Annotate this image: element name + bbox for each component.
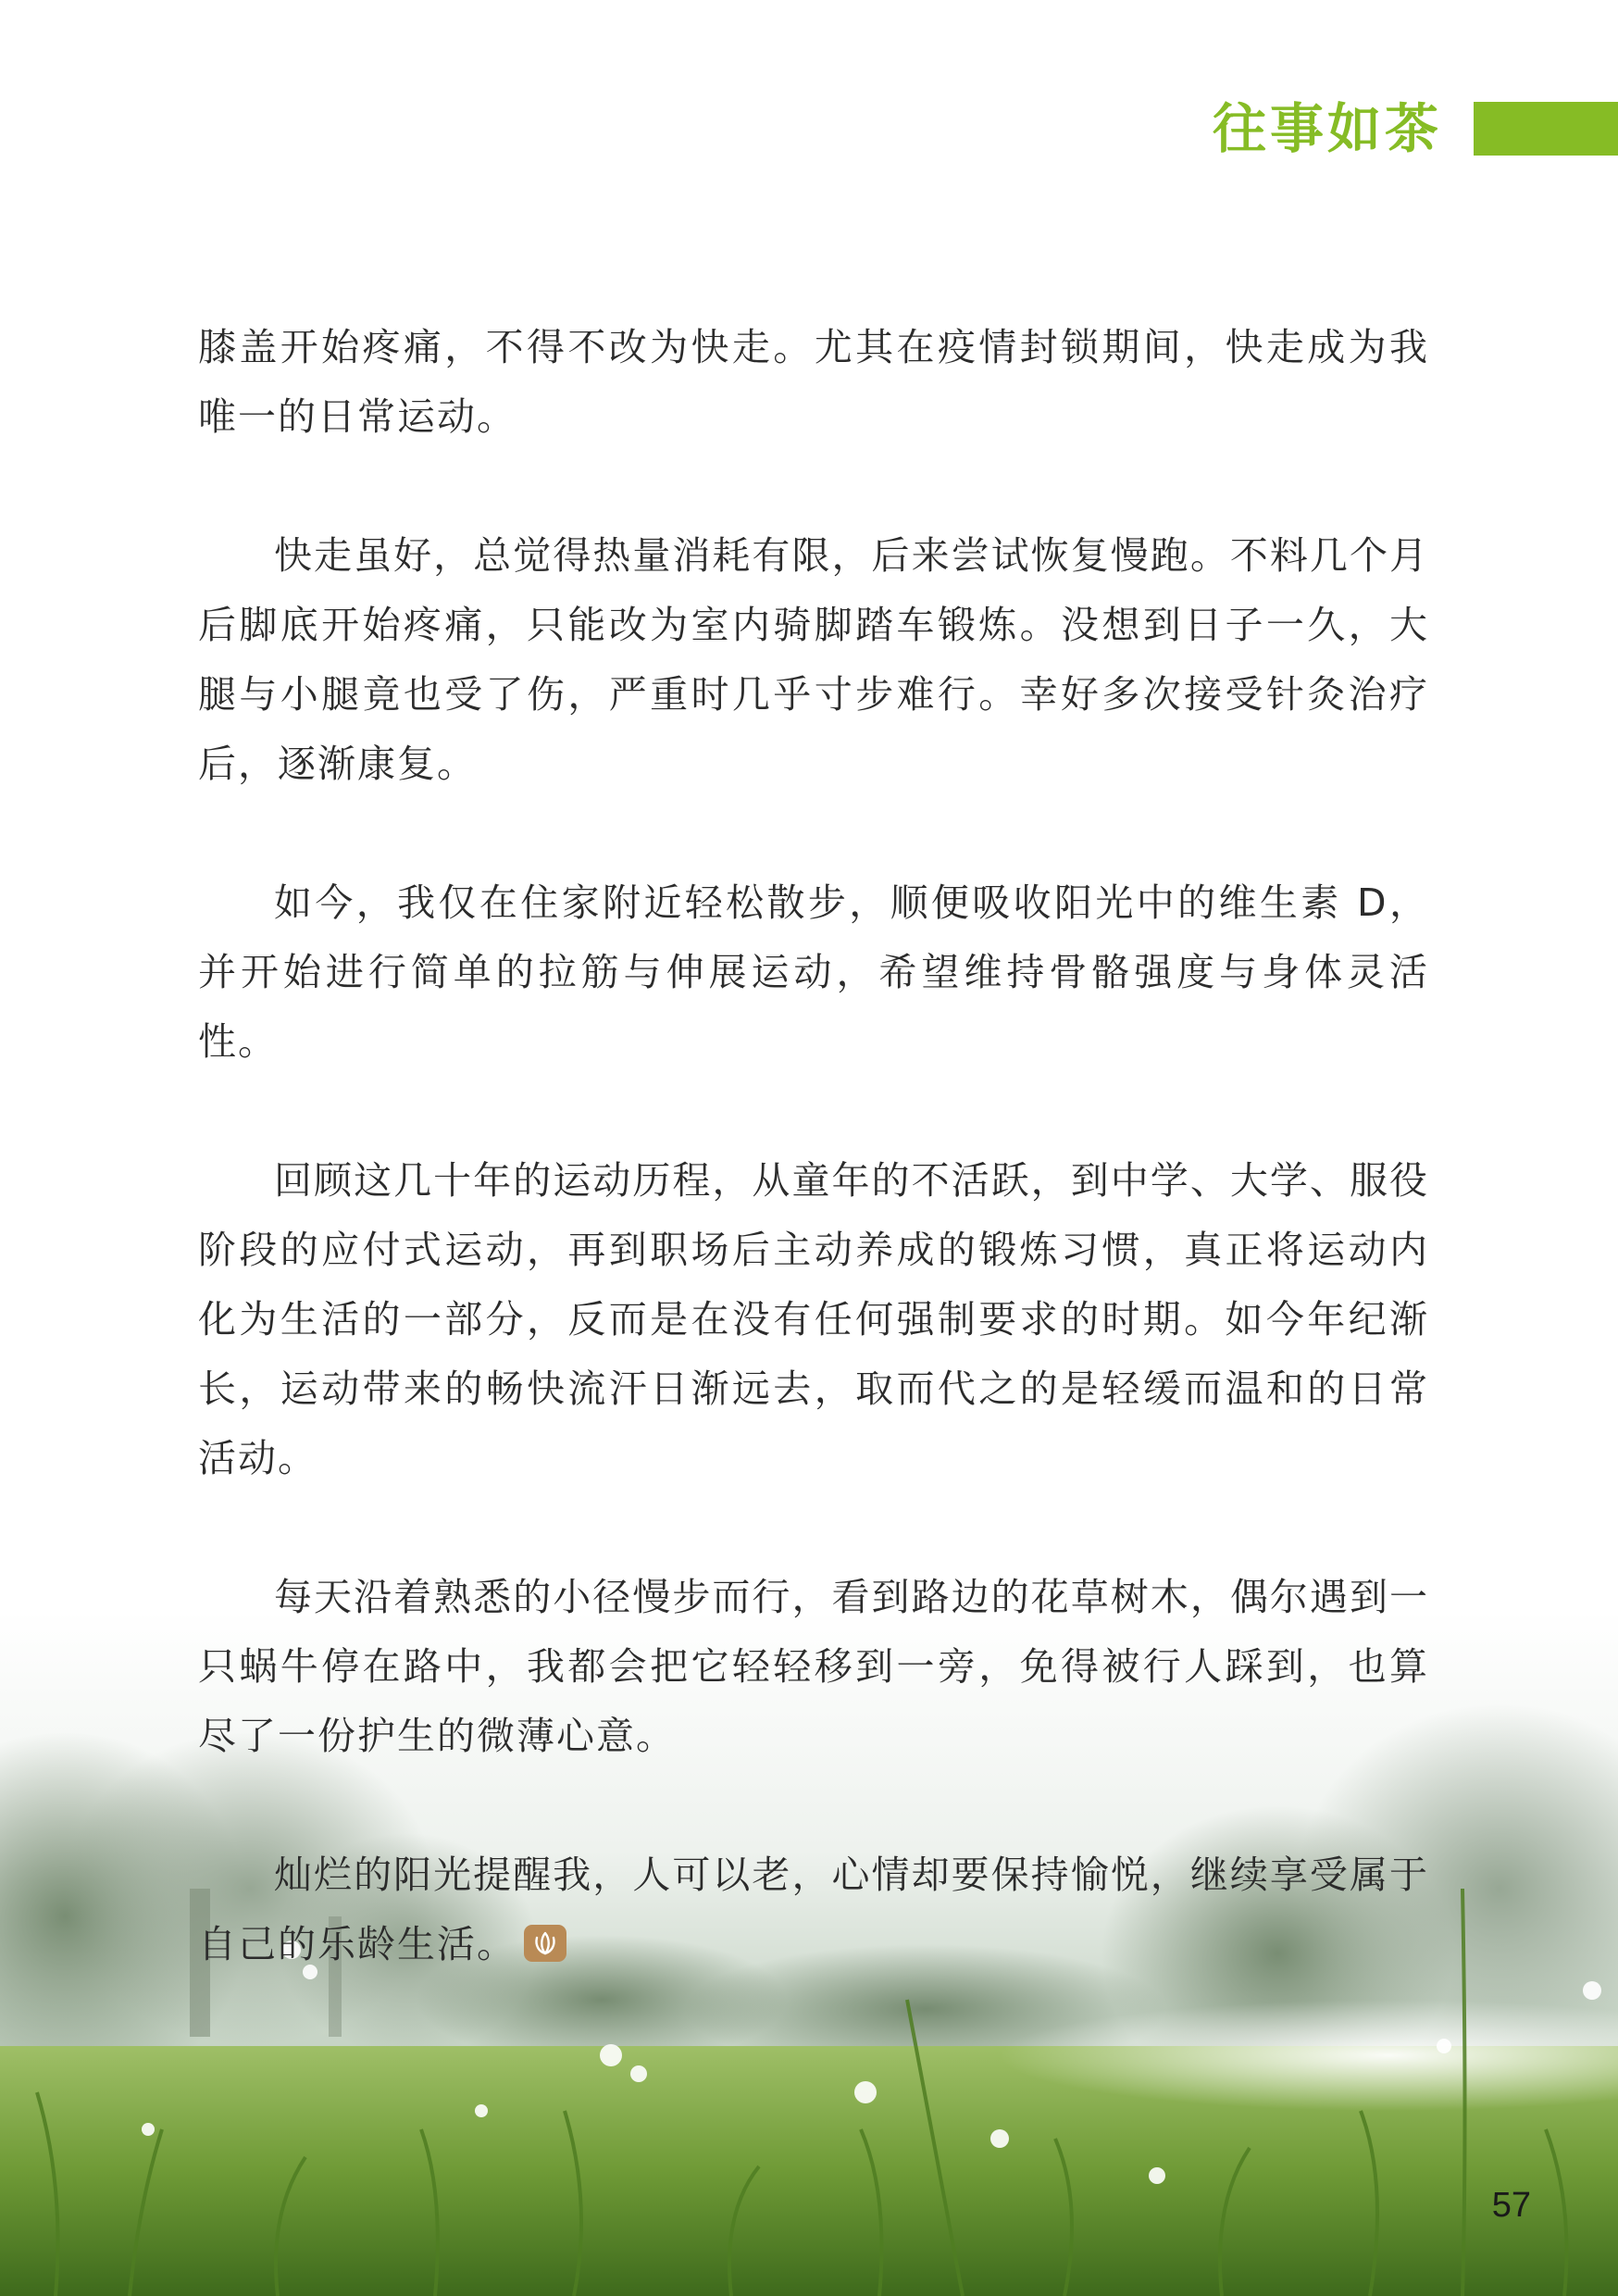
paragraph-5: 每天沿着熟悉的小径慢步而行，看到路边的花草树木，偶尔遇到一只蜗牛停在路中，我都会把它轻轻移到一旁，免得被行人踩到，也算尽了一份护生的微薄心意。: [198, 1575, 1429, 1758]
paragraph-6: [198, 1841, 1429, 1979]
section-title: 往事如茶: [1212, 97, 1442, 160]
section-bar: [1474, 102, 1618, 156]
lotus-icon: [524, 1925, 566, 1962]
article-body: [198, 313, 1429, 2049]
paragraph-3: 如今，我仅在住家附近轻松散步，顺便吸收阳光中的维生素 D，并开始进行简单的拉筋与伸展运动，希望维持骨骼强度与身体灵活性。: [198, 880, 1429, 1064]
page-number: 57: [1491, 2186, 1531, 2225]
paragraph-2: 快走虽好，总觉得热量消耗有限，后来尝试恢复慢跑。不料几个月后脚底开始疼痛，只能改为室内骑脚踏车锻炼。没想到日子一久，大腿与小腿竟也受了伤，严重时几乎寸步难行。幸好多次接受针灸治疗后，逐渐康复。: [198, 533, 1429, 786]
paragraph-6-text: 灿烂的阳光提醒我，人可以老，心情却要保持愉悦，继续享受属于自己的乐龄生活。: [198, 1853, 1429, 1966]
paragraph-4: 回顾这几十年的运动历程，从童年的不活跃，到中学、大学、服役阶段的应付式运动，再到职场后主动养成的锻炼习惯，真正将运动内化为生活的一部分，反而是在没有任何强制要求的时期。如今年纪渐长，运动带来的畅快流汗日渐远去，取而代之的是轻缓而温和的日常活动。: [198, 1158, 1429, 1480]
paragraph-1: 膝盖开始疼痛，不得不改为快走。尤其在疫情封锁期间，快走成为我唯一的日常运动。: [198, 325, 1429, 439]
